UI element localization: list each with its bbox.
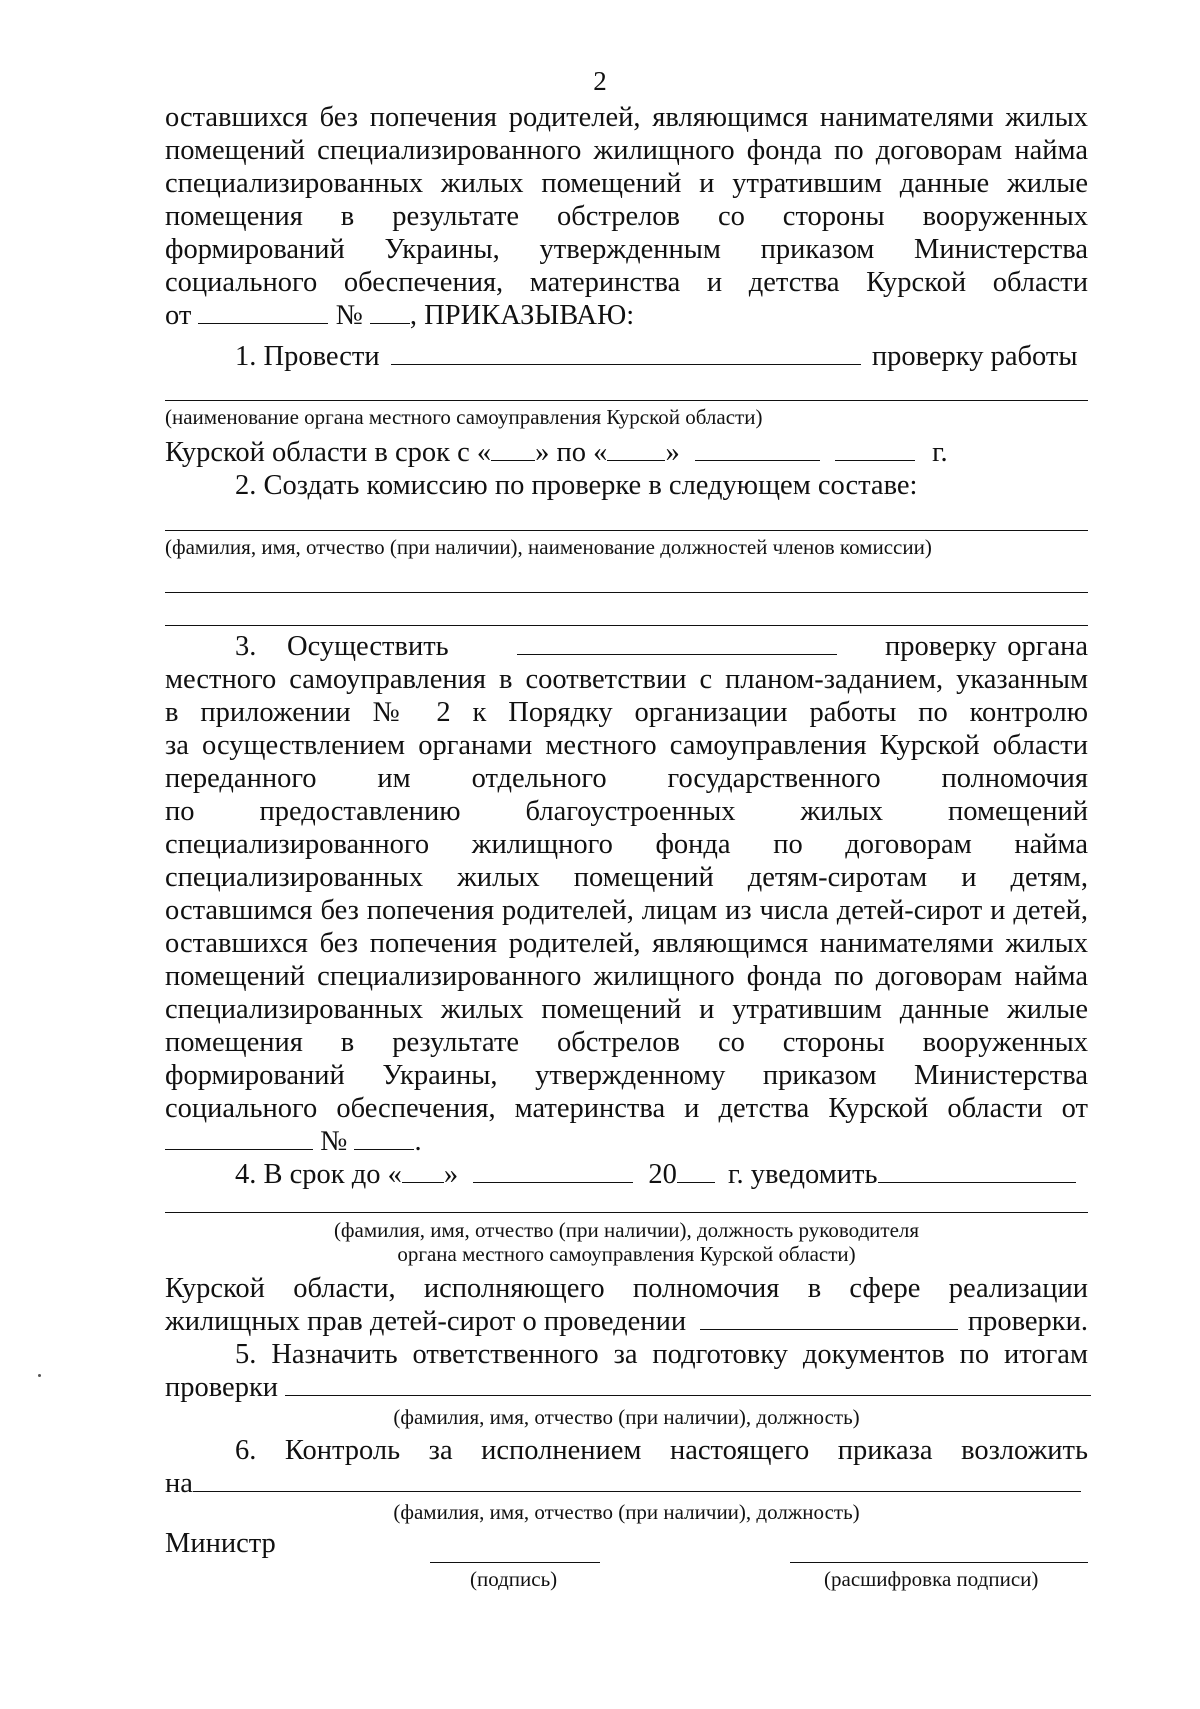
item-6-line: 6. Контроль за исполнением настоящего приказа возложить (235, 1435, 1088, 1466)
caption-responsible: (фамилия, имя, отчество (при наличии), должность) (393, 1405, 860, 1429)
official-rule (165, 1212, 1088, 1213)
day-blank (402, 1181, 444, 1183)
intro-line: оставшихся без попечения родителей, являющимся нанимателями жилых (165, 102, 1088, 133)
caption-head-line: (фамилия, имя, отчество (при наличии), должность руководителя (333, 1218, 920, 1242)
caption-municipality: (наименование органа местного самоуправления Курской области) (165, 405, 763, 429)
signature-rule (430, 1562, 600, 1563)
intro-order-line: от № , ПРИКАЗЫВАЮ: (165, 300, 635, 331)
year-blank (677, 1181, 715, 1183)
caption-decoding: (расшифровка подписи) (824, 1567, 1039, 1591)
month-blank (695, 459, 820, 461)
item-3-line: специализированных жилых помещений детям-сиротам и детям, (165, 862, 1088, 893)
minister-label: Министр (165, 1528, 276, 1559)
item-4-line: Курской области, исполняющего полномочия в сфере реализации (165, 1273, 1088, 1304)
year-blank (835, 459, 915, 461)
item-5-line: 5. Назначить ответственного за подготовку документов по итогам (235, 1339, 1088, 1370)
number-blank (354, 1148, 414, 1150)
municipality-blank (391, 363, 861, 365)
responsible-blank (285, 1394, 1091, 1396)
item-1-line: 1. Провести проверку работы (235, 341, 1078, 372)
check-type-blank (700, 1328, 958, 1330)
item-3-order-line: № . (165, 1125, 1088, 1158)
caption-control: (фамилия, имя, отчество (при наличии), должность) (393, 1500, 860, 1524)
item-3-line: помещений специализированного жилищного фонда по договорам найма (165, 961, 1088, 992)
item-5-line: проверки (165, 1371, 1088, 1404)
intro-line: формирований Украины, утвержденным приказом Министерства (165, 234, 1088, 265)
item-4-line: 4. В срок до « » 20 г. уведомить (165, 1158, 1088, 1191)
caption-commission: (фамилия, имя, отчество (при наличии), наименование должностей членов комиссии) (165, 535, 932, 559)
official-blank (878, 1181, 1076, 1183)
caption-head (165, 1218, 1088, 1266)
caption-head-line: органа местного самоуправления Курской области) (397, 1242, 856, 1266)
control-blank (193, 1490, 1081, 1492)
item-3-line: оставшимся без попечения родителей, лицам из числа детей-сирот и детей, (165, 895, 1088, 926)
municipality-blank (517, 653, 837, 655)
commission-rule (165, 592, 1088, 593)
end-day-blank (607, 459, 665, 461)
item-3-line: оставшихся без попечения родителей, являющимся нанимателями жилых (165, 928, 1088, 959)
month-blank (473, 1181, 633, 1183)
intro-line: помещения в результате обстрелов со стороны вооруженных (165, 201, 1088, 232)
commission-rule (165, 530, 1088, 531)
item-2-line: 2. Создать комиссию по проверке в следующем составе: (235, 470, 918, 501)
item-3-line: формирований Украины, утвержденному приказом Министерства (165, 1060, 1088, 1091)
item-4-line: жилищных прав детей-сирот о проведении проверки. (165, 1306, 1088, 1337)
date-blank (165, 1148, 313, 1150)
intro-line: помещений специализированного жилищного фонда по договорам найма (165, 135, 1088, 166)
item-3-line: помещения в результате обстрелов со стороны вооруженных (165, 1027, 1088, 1058)
date-blank (198, 322, 328, 324)
item-3-line: в приложении № 2 к Порядку организации работы по контролю (165, 697, 1088, 728)
intro-line: специализированных жилых помещений и утратившим данные жилые (165, 168, 1088, 199)
item-3-line: местного самоуправления в соответствии с планом-заданием, указанным (165, 664, 1088, 695)
page-number: 2 (593, 66, 607, 96)
item-3-line: специализированного жилищного фонда по договорам найма (165, 829, 1088, 860)
item-3-line: переданного им отдельного государственного полномочия (165, 763, 1088, 794)
municipality-rule (165, 400, 1088, 401)
start-day-blank (491, 459, 535, 461)
item-3-line: специализированных жилых помещений и утратившим данные жилые (165, 994, 1088, 1025)
item-5-paragraph (165, 1338, 1088, 1404)
item-6-paragraph (165, 1434, 1088, 1500)
caption-signature: (подпись) (470, 1567, 558, 1591)
scan-speck (38, 1374, 41, 1377)
item-3-line: социального обеспечения, материнства и детства Курской области от (165, 1093, 1088, 1124)
commission-rule (165, 625, 1088, 626)
item-6-line: на (165, 1467, 1088, 1500)
item-3-paragraph (165, 630, 1088, 1158)
item-4-continuation (165, 1272, 1088, 1338)
item-3-line: за осуществлением органами местного самоуправления Курской области (165, 730, 1088, 761)
number-blank (370, 322, 410, 324)
item-1-dates: Курской области в срок с « » по « » г. (165, 437, 948, 468)
intro-line: социального обеспечения, материнства и детства Курской области (165, 267, 1088, 298)
item-3-line: по предоставлению благоустроенных жилых помещений (165, 796, 1088, 827)
decoding-rule (790, 1562, 1088, 1563)
intro-paragraph (165, 101, 1088, 332)
item-3-first-line: 3. Осуществить проверку органа (235, 631, 1088, 662)
